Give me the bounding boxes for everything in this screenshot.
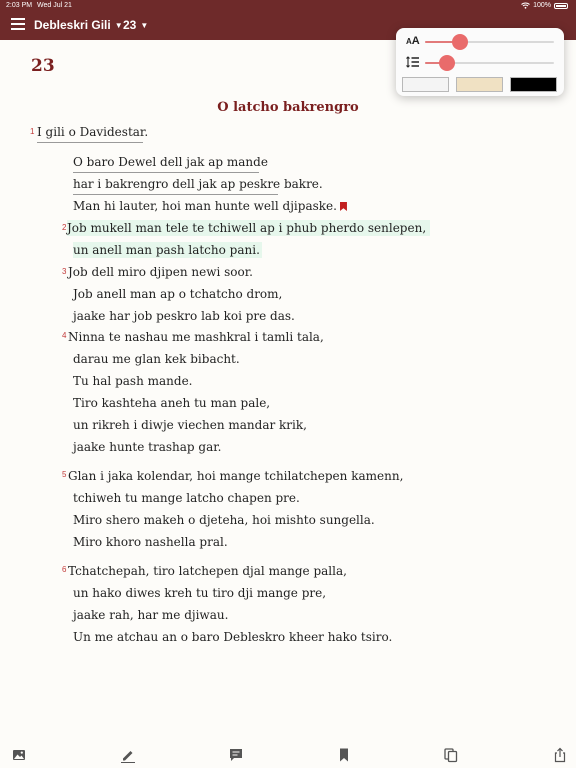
theme-dark-swatch[interactable] [510,77,557,92]
verse-line[interactable]: Job anell man ap o tchatcho drom, [73,287,283,301]
comment-icon[interactable] [228,747,244,763]
verse-line[interactable]: un hako diwes kreh tu tiro dji mange pre, [73,586,327,600]
status-bar [0,0,576,12]
font-size-label: A [411,35,420,47]
menu-icon[interactable] [11,18,25,30]
verse-line[interactable]: Miro khoro nashella pral. [73,535,228,549]
theme-light-swatch[interactable] [402,77,449,92]
verse-line[interactable]: Tchatchepah, tiro latchepen djal mange palla, [68,564,347,578]
verse-line[interactable]: tchiweh tu mange latcho chapen pre. [73,491,300,505]
share-icon[interactable] [552,747,568,763]
chapter-number: 23 [31,56,55,76]
verse-number: 3 [62,267,67,276]
verse-line[interactable]: Job dell miro djipen newi soor. [68,265,253,279]
line-spacing-icon [406,56,420,68]
chevron-down-icon: ▼ [140,20,149,30]
book-title: Debleskri Gili [34,18,111,32]
verse-line[interactable]: un rikreh i diwje viechen mandar krik, [73,418,307,432]
font-size-slider[interactable] [425,41,554,43]
verse-number: 1 [30,127,35,136]
section-heading: O latcho bakrengro [217,100,359,115]
book-selector[interactable] [34,18,123,32]
display-settings-popover [396,28,564,96]
verse-line[interactable]: har i bakrengro dell jak ap peskre bakre. [73,176,278,195]
chevron-down-icon: ▼ [114,20,123,30]
bottom-toolbar [0,740,576,768]
verse-line[interactable]: I gili o Davidestar. [37,124,143,143]
font-size-slider-knob[interactable] [452,34,468,50]
pencil-icon[interactable] [120,747,136,763]
verse-line[interactable]: jaake rah, har me djiwau. [73,608,229,622]
bookmark-icon[interactable] [336,747,352,763]
reading-pane [0,40,576,740]
verse-line[interactable]: Miro shero makeh o djeteha, hoi mishto sungella. [73,513,375,527]
bookmark-icon [340,202,347,211]
font-size-icon: AA [406,35,420,47]
verse-line[interactable]: Ninna te nashau me mashkral i tamli tala, [68,330,324,344]
verse-line-highlighted[interactable]: Job mukell man tele te tchiwell ap i phub pherdo senlepen, [67,220,430,236]
battery-icon [554,3,568,9]
chapter-title: 23 [123,18,137,32]
line-spacing-slider[interactable] [425,62,554,64]
verse-line[interactable]: Man hi lauter, hoi man hunte well djipaske. [73,198,347,214]
verse-line[interactable]: Tiro kashteha aneh tu man pale, [73,396,271,410]
status-date: Wed Jul 21 [37,2,72,9]
line-spacing-slider-knob[interactable] [439,55,455,71]
verse-line[interactable]: Tu hal pash mande. [73,374,193,388]
wifi-icon [521,2,530,9]
battery-percent: 100% [533,2,551,9]
status-right [521,2,568,9]
copy-icon[interactable] [443,747,459,763]
verse-line-highlighted[interactable]: un anell man pash latcho pani. [73,243,260,257]
verse-line[interactable]: jaake har job peskro lab koi pre das. [73,309,295,323]
chapter-selector[interactable] [123,18,148,32]
verse-number: 5 [62,470,67,479]
verse-line[interactable]: Glan i jaka kolendar, hoi mange tchilatchepen kamenn, [68,469,404,483]
verse-number: 6 [62,565,67,574]
verse-number: 4 [62,331,67,340]
theme-sepia-swatch[interactable] [456,77,503,92]
verse-line[interactable]: jaake hunte trashap gar. [73,440,222,454]
verse-line[interactable]: Un me atchau an o baro Debleskro kheer hako tsiro. [73,630,393,644]
status-time: 2:03 PM [6,2,33,9]
verse-number: 2 [62,223,67,232]
image-icon[interactable] [11,747,27,763]
verse-line[interactable]: darau me glan kek bibacht. [73,352,240,366]
verse-line[interactable]: O baro Dewel dell jak ap mande [73,154,259,173]
